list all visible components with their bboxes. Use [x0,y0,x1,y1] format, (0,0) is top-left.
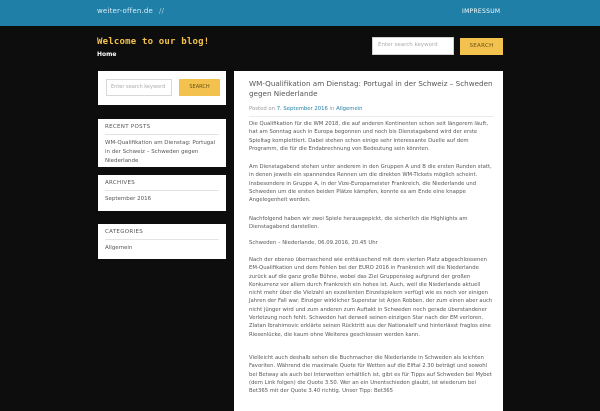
sidebar-search-widget [98,71,226,105]
header-search-button[interactable]: SEARCH [460,38,503,55]
recent-post-link[interactable]: WM-Qualifikation am Dienstag: Portugal in der Schweiz – Schweden gegen Niederlande [105,140,216,164]
site-separator: // [159,7,165,15]
meta-in: in [329,106,335,112]
sidebar-search-button[interactable]: SEARCH [179,79,220,96]
widget-divider [105,239,219,240]
post-date-link[interactable]: 7. September 2016 [276,106,328,112]
widget-divider [105,190,219,191]
meta-posted-on: Posted on [249,106,275,112]
archives-widget [98,175,226,211]
post-article [234,71,503,411]
site-name[interactable]: weiter-offen.de [97,7,154,15]
post-category-link[interactable]: Allgemein [336,106,363,112]
category-link[interactable]: Allgemein [105,245,133,251]
post-meta [249,106,363,112]
categories-widget [98,224,226,259]
post-paragraph: Nachfolgend haben wir zwei Spiele herausgepickt, die sicherlich die Highlights am Dienstagabend darstellen. [249,216,468,231]
recent-posts-title: RECENT POSTS [105,124,151,130]
post-paragraph: Schweden – Niederlande, 06.09.2016, 20.45 Uhr [249,240,378,246]
recent-posts-widget [98,119,226,167]
sidebar-search-input[interactable]: Enter search keyword [106,79,172,96]
categories-title: CATEGORIES [105,229,144,235]
archive-link[interactable]: September 2016 [105,196,152,202]
impressum-link[interactable]: IMPRESSUM [462,8,501,15]
post-paragraph: Vielleicht auch deshalb sehen die Buchmacher die Niederlande in Schweden als leichten Favoriten. Während die maximale Quote für Wetten auf die Elftal 2.30 beträgt und sowohl bei Betway als auch bei Interwetten erhältlich ist, gibt es für Tipps auf Schweden bei Mybet (dem Link folgen) die Quote 3.50. Wer an ein Unentschieden glaubt, ist wiederum bei Bet365 mit der Quote 3.40 richtig. Unser Tipp: Bet365 [249,355,492,395]
blog-title[interactable]: Welcome to our blog! [97,37,210,47]
top-bar [0,0,600,26]
post-paragraph: Nach der ebenso überraschend wie enttäuschend mit dem vierten Platz abgeschlossenen EM-Qualifikation und dem Fehlen bei der EURO 2016 in Frankreich will die Niederlande zurück auf die ganz große Bühne, wobei das Ziel Gruppensieg aufgrund der großen Konkurrenz vor allem durch Frankreich ein hohes ist. Auch, weil die Niederlande aktuell nicht mehr über die Vielzahl an exzellenten Einzelspielern verfügt wie es noch vor einigen Jahren der Fall war. Einziger wirklicher Superstar ist Arjen Robben, der zum einen aber auch nicht jünger wird und zum anderen zum Auftakt in Schweden noch gerade überstandener Verletzung noch fehlt. Schweden hat derweil seinen einzigen Star nach der EM verloren. Zlatan Ibrahimovic erklärte seinen Rücktritt aus der Nationalelf und hinterlässt fraglos eine Riesenlücke, die kaum ohne Weiteres geschlossen werden kann. [249,257,493,338]
archives-title: ARCHIVES [105,180,136,186]
meta-divider [249,116,494,117]
nav-home[interactable]: Home [97,51,117,58]
post-paragraph: Die Qualifikation für die WM 2018, die auf anderen Kontinenten schon seit längerem läuft, hat am Sonntag auch in Europa begonnen und noch bis Dienstagabend wird der erste Spieltag komplettiert. Dabei stehen schon einige sehr interessante Duelle auf dem Programm, die für die Endabrechnung von Bedeutung sein könnten. [249,121,489,152]
post-title[interactable]: WM-Qualifikation am Dienstag: Portugal in der Schweiz – Schweden gegen Niederlande [249,79,493,98]
widget-divider [105,134,219,135]
header-search-input[interactable]: Enter search keyword [372,37,454,55]
header [0,26,600,66]
site-link[interactable] [97,7,164,15]
post-paragraph: Am Dienstagabend stehen unter anderem in den Gruppen A und B die ersten Runden statt, in denen jeweils ein spannendes Rennen um die direkten WM-Tickets möglich scheint. Insbesondere in Gruppe A, in der Vize-Europameister Frankreich, die Niederlande und Schweden um die ersten beiden Plätze kämpfen, konnte es am Ende eine knappe Angelegenheit werden. [249,164,492,204]
